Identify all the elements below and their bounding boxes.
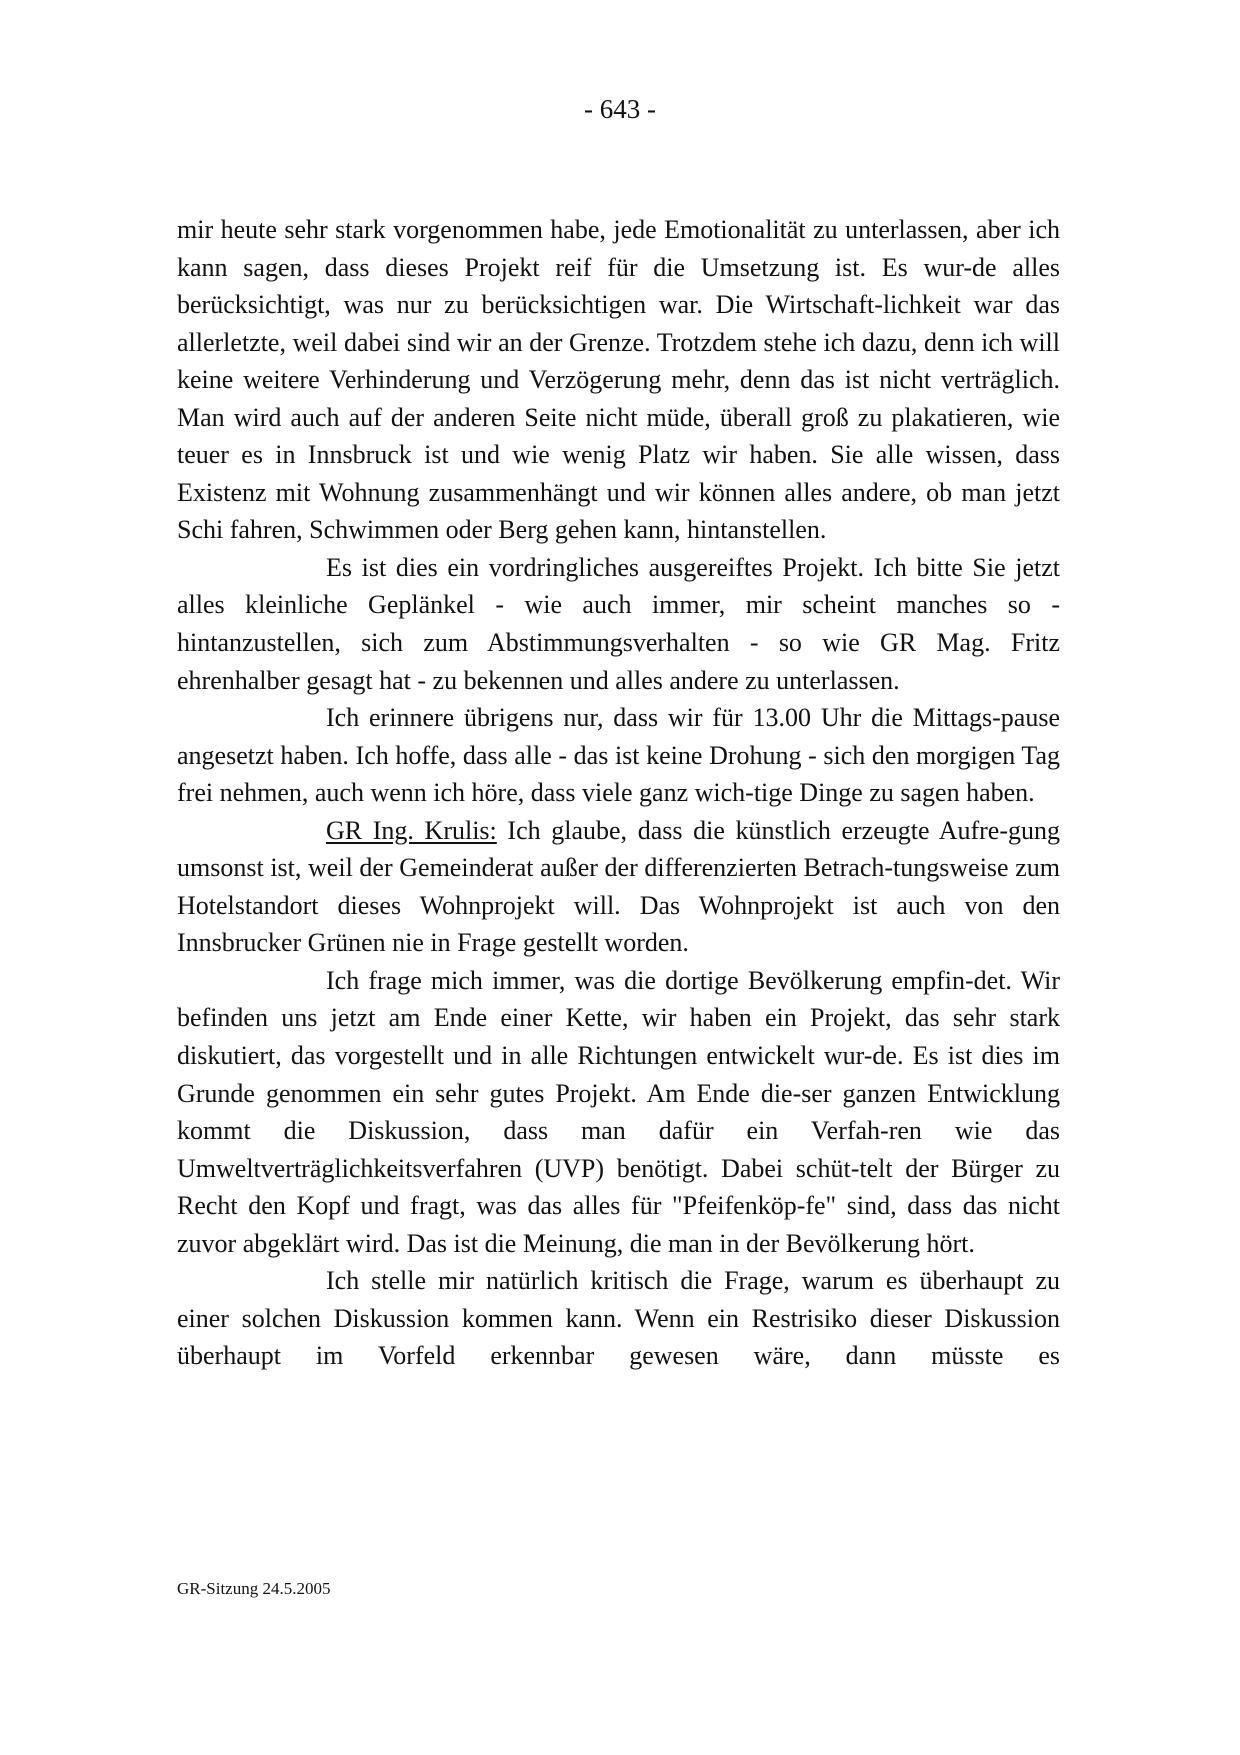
paragraph-5: Ich frage mich immer, was die dortige Bevölkerung empfin-det. Wir befinden uns jetzt am Ende einer Kette, wir haben ein Projekt, das sehr stark diskutiert, das vorgestellt und in alle Richtungen entwickelt wur-de. Es ist dies im Grunde genommen ein sehr gutes Projekt. Am Ende die-ser ganzen Entwicklung kommt die Diskussion, dass man dafür ein Verfah-ren wie das Umweltverträglichkeitsverfahren (UVP) benötigt. Dabei schüt-telt der Bürger zu Recht den Kopf und fragt, was das alles für "Pfeifenköp-fe" sind, dass das nicht zuvor abgeklärt wird. Das ist die Meinung, die man in der Bevölkerung hört. bbox=[177, 965, 1060, 1258]
paragraph-1: mir heute sehr stark vorgenommen habe, jede Emotionalität zu unterlassen, aber ich kann sagen, dass dieses Projekt reif für die Umsetzung ist. Es wur-de alles berücksichtigt, was nur zu berücksichtigen war. Die Wirtschaft-lichkeit war das allerletzte, weil dabei sind wir an der Grenze. Trotzdem stehe ich dazu, denn ich will keine weitere Verhinderung und Verzögerung mehr, denn das ist nicht verträglich. Man wird auch auf der anderen Seite nicht müde, überall groß zu plakatieren, wie teuer es in Innsbruck ist und wie wenig Platz wir haben. Sie alle wissen, dass Existenz mit Wohnung zusammenhängt und wir können alles andere, ob man jetzt Schi fahren, Schwimmen oder Berg gehen kann, hintanstellen. bbox=[177, 215, 1060, 545]
paragraph-6: Ich stelle mir natürlich kritisch die Frage, warum es überhaupt zu einer solchen Diskussion kommen kann. Wenn ein Restrisiko dieser Diskussion überhaupt im Vorfeld erkennbar gewesen wäre, dann müsste es bbox=[177, 1266, 1060, 1371]
speaker-name: GR Ing. Krulis: bbox=[326, 815, 497, 845]
paragraph-4-text: Ich glaube, dass die künstlich erzeugte Aufre-gung umsonst ist, weil der Gemeinderat außer der differenzierten Betrach-tungsweise zum Hotelstandort dieses Wohnprojekt will. Das Wohnprojekt ist auch von den Innsbrucker Grünen nie in Frage gestellt worden. bbox=[177, 815, 1060, 958]
page-number: - 643 - bbox=[584, 94, 656, 124]
paragraph-2: Es ist dies ein vordringliches ausgereiftes Projekt. Ich bitte Sie jetzt alles kleinliche Geplänkel - wie auch immer, mir scheint manches so - hintanzustellen, sich zum Abstimmungsverhalten - so wie GR Mag. Fritz ehrenhalber gesagt hat - zu bekennen und alles andere zu unterlassen. bbox=[177, 552, 1060, 695]
paragraph-3: Ich erinnere übrigens nur, dass wir für 13.00 Uhr die Mittags-pause angesetzt haben. Ich hoffe, dass alle - das ist keine Drohung - sich den morgigen Tag frei nehmen, auch wenn ich höre, dass viele ganz wich-tige Dinge zu sagen haben. bbox=[177, 703, 1060, 808]
document-body bbox=[177, 211, 1060, 1375]
footer-session-label: GR-Sitzung 24.5.2005 bbox=[177, 1579, 331, 1598]
paragraph-4 bbox=[177, 812, 1060, 962]
